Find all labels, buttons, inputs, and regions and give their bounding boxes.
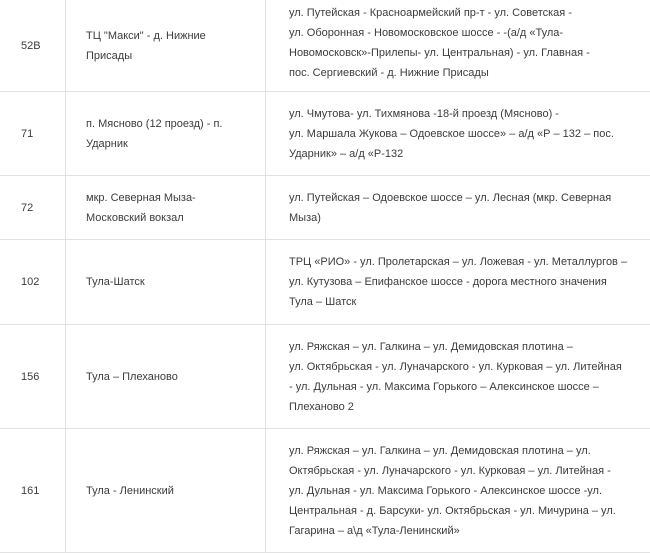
table-row bbox=[0, 176, 650, 240]
route-number: 102 bbox=[0, 240, 66, 325]
route-path-line: пос. Сергиевский - д. Нижние Присады bbox=[289, 63, 650, 83]
table-row bbox=[0, 0, 650, 92]
route-path-line: ул. Дульная - ул. Максима Горького - Алексинское шоссе -ул. bbox=[289, 481, 650, 501]
route-number: 72 bbox=[0, 176, 66, 240]
route-number: 71 bbox=[0, 92, 66, 176]
route-path-line: ул. Путейская – Одоевское шоссе – ул. Лесная (мкр. Северная bbox=[289, 188, 650, 208]
table-row bbox=[0, 429, 650, 553]
route-path bbox=[266, 240, 650, 325]
route-name-line: мкр. Северная Мыза- bbox=[86, 188, 259, 208]
route-name-line: Московский вокзал bbox=[86, 208, 259, 228]
route-path bbox=[266, 429, 650, 553]
route-name bbox=[66, 429, 266, 553]
route-path bbox=[266, 325, 650, 429]
route-name bbox=[66, 325, 266, 429]
route-name bbox=[66, 240, 266, 325]
route-name-line: ТЦ "Макси" - д. Нижние bbox=[86, 26, 259, 46]
route-path-line: ул. Оборонная - Новомосковское шоссе - -(а/д «Тула- bbox=[289, 23, 650, 43]
route-path-line: - ул. Дульная - ул. Максима Горького – Алексинское шоссе – bbox=[289, 377, 650, 397]
route-path-line: ул. Ряжская – ул. Галкина – ул. Демидовская плотина – bbox=[289, 337, 650, 357]
route-path bbox=[266, 92, 650, 176]
route-path-line: Тула – Шатск bbox=[289, 292, 650, 312]
route-name-line: п. Мясново (12 проезд) - п. bbox=[86, 114, 259, 134]
route-name bbox=[66, 92, 266, 176]
route-name-line: Присады bbox=[86, 46, 259, 66]
route-path-line: Гагарина – а\д «Тула-Ленинский» bbox=[289, 521, 650, 541]
route-path-line: Новомосковск»-Прилепы- ул. Центральная) - ул. Главная - bbox=[289, 43, 650, 63]
route-path-line: ТРЦ «РИО» - ул. Пролетарская – ул. Ложевая - ул. Металлургов – bbox=[289, 252, 650, 272]
route-path bbox=[266, 176, 650, 240]
table-row bbox=[0, 240, 650, 325]
route-path-line: ул. Путейская - Красноармейский пр-т - ул. Советская - bbox=[289, 3, 650, 23]
route-path-line: Октябрьская - ул. Луначарского - ул. Курковая – ул. Литейная - bbox=[289, 461, 650, 481]
route-name-line: Тула-Шатск bbox=[86, 272, 259, 292]
route-path-line: Центральная - д. Барсуки- ул. Октябрьская - ул. Мичурина – ул. bbox=[289, 501, 650, 521]
route-path bbox=[266, 0, 650, 92]
route-name-line: Тула – Плеханово bbox=[86, 367, 259, 387]
route-path-line: Мыза) bbox=[289, 208, 650, 228]
route-path-line: Ударник» – а/д «Р-132 bbox=[289, 144, 650, 164]
route-name bbox=[66, 0, 266, 92]
route-name-line: Ударник bbox=[86, 134, 259, 154]
route-path-line: Плеханово 2 bbox=[289, 397, 650, 417]
route-path-line: ул. Маршала Жукова – Одоевское шоссе» – а/д «Р – 132 – пос. bbox=[289, 124, 650, 144]
route-path-line: ул. Ряжская – ул. Галкина – ул. Демидовская плотина – ул. bbox=[289, 441, 650, 461]
route-number: 52В bbox=[0, 0, 66, 92]
route-path-line: ул. Кутузова – Епифанское шоссе - дорога местного значения bbox=[289, 272, 650, 292]
route-name-line: Тула - Ленинский bbox=[86, 481, 259, 501]
route-path-line: ул. Чмутова- ул. Тихмянова -18-й проезд (Мясново) - bbox=[289, 104, 650, 124]
route-path-line: ул. Октябрьская - ул. Луначарского - ул. Курковая – ул. Литейная bbox=[289, 357, 650, 377]
route-number: 161 bbox=[0, 429, 66, 553]
route-name bbox=[66, 176, 266, 240]
route-number: 156 bbox=[0, 325, 66, 429]
table-row bbox=[0, 92, 650, 176]
table-row bbox=[0, 325, 650, 429]
